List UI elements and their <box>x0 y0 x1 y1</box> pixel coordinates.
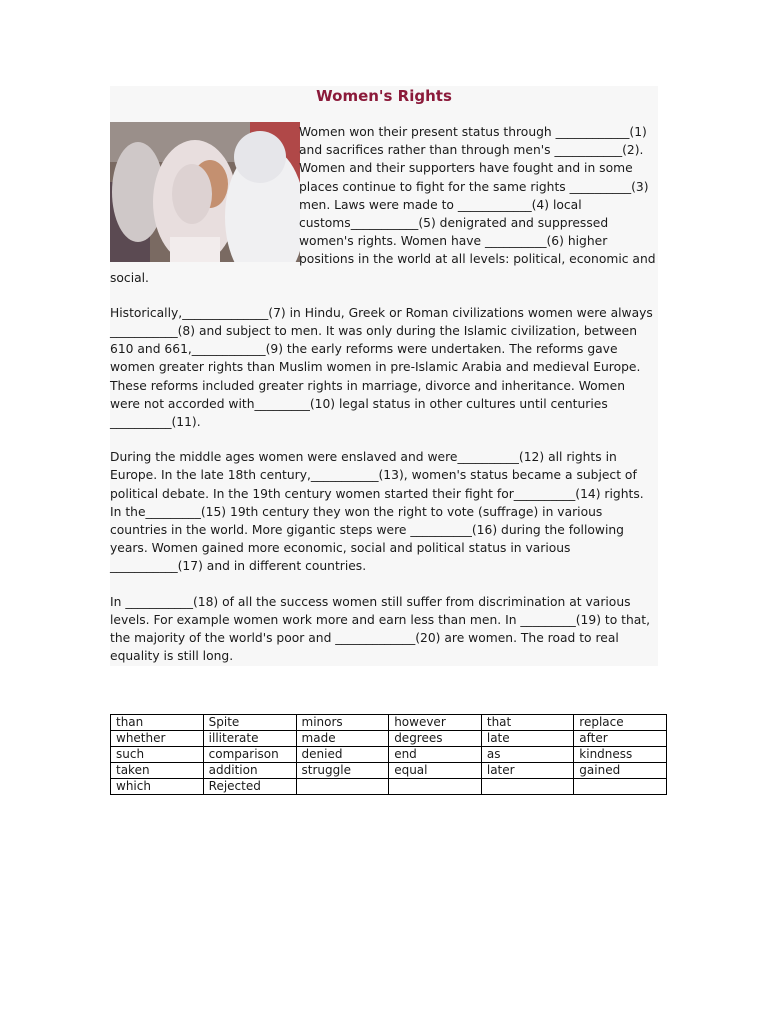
word-cell: that <box>481 715 573 731</box>
table-row <box>111 715 667 731</box>
word-cell: later <box>481 763 573 779</box>
paragraph-1: Women won their present status through ____________(1) and sacrifices rather than through men's ___________(2). Women and their supporters have fought and in some places continue to fight for the same rights __________(3) men. Laws were made to ____________(4) local customs___________(5) denigrated and suppressed women's rights. Women have __________(6) higher positions in the world at all levels: political, economic and social. <box>110 125 656 285</box>
paragraph-4: In ___________(18) of all the success women still suffer from discrimination at various levels. For example women work more and earn less than men. In _________(19) to that, the majority of the world's poor and _____________(20) are women. The road to real equality is still long. <box>110 594 651 664</box>
table-row <box>111 763 667 779</box>
word-cell: equal <box>389 763 482 779</box>
word-cell: taken <box>111 763 204 779</box>
word-cell: kindness <box>574 747 667 763</box>
paragraph-2: Historically,______________(7) in Hindu, Greek or Roman civilizations women were always ___________(8) and subject to men. It was only during the Islamic civilization, between 610 and 661,____________(9) the early reforms were undertaken. The reforms gave women greater rights than Muslim women in pre-Islamic Arabia and medieval Europe. These reforms included greater rights in marriage, divorce and inheritance. Women were not accorded with_________(10) legal status in other cultures until centuries __________(11). <box>110 305 653 430</box>
word-cell <box>389 779 482 795</box>
table-row <box>111 779 667 795</box>
table-row <box>111 747 667 763</box>
word-cell: minors <box>296 715 389 731</box>
word-cell: illiterate <box>203 731 296 747</box>
word-cell: than <box>111 715 204 731</box>
word-cell: degrees <box>389 731 482 747</box>
word-bank-table <box>110 714 667 795</box>
word-cell: which <box>111 779 204 795</box>
article-body <box>110 123 658 682</box>
word-cell: Spite <box>203 715 296 731</box>
word-cell: end <box>389 747 482 763</box>
word-cell: Rejected <box>203 779 296 795</box>
word-cell: gained <box>574 763 667 779</box>
word-cell: however <box>389 715 482 731</box>
word-cell: denied <box>296 747 389 763</box>
word-cell: addition <box>203 763 296 779</box>
word-cell: made <box>296 731 389 747</box>
word-cell: late <box>481 731 573 747</box>
word-cell: replace <box>574 715 667 731</box>
word-cell <box>574 779 667 795</box>
paragraph-3: During the middle ages women were enslaved and were__________(12) all rights in Europe. In the late 18th century,___________(13), women's status became a subject of political debate. In the 19th century women started their fight for__________(14) rights. In the_________(15) 19th century they won the right to vote (suffrage) in various countries in the world. More gigantic steps were __________(16) during the following years. Women gained more economic, social and political status in various ___________(17) and in different countries. <box>110 450 644 574</box>
word-cell: comparison <box>203 747 296 763</box>
word-cell <box>296 779 389 795</box>
word-cell: after <box>574 731 667 747</box>
table-row <box>111 731 667 747</box>
page-title: Women's Rights <box>316 87 452 105</box>
word-cell: as <box>481 747 573 763</box>
photo-wrap-spacer <box>110 123 299 268</box>
word-cell: whether <box>111 731 204 747</box>
word-cell: such <box>111 747 204 763</box>
word-cell <box>481 779 573 795</box>
word-cell: struggle <box>296 763 389 779</box>
